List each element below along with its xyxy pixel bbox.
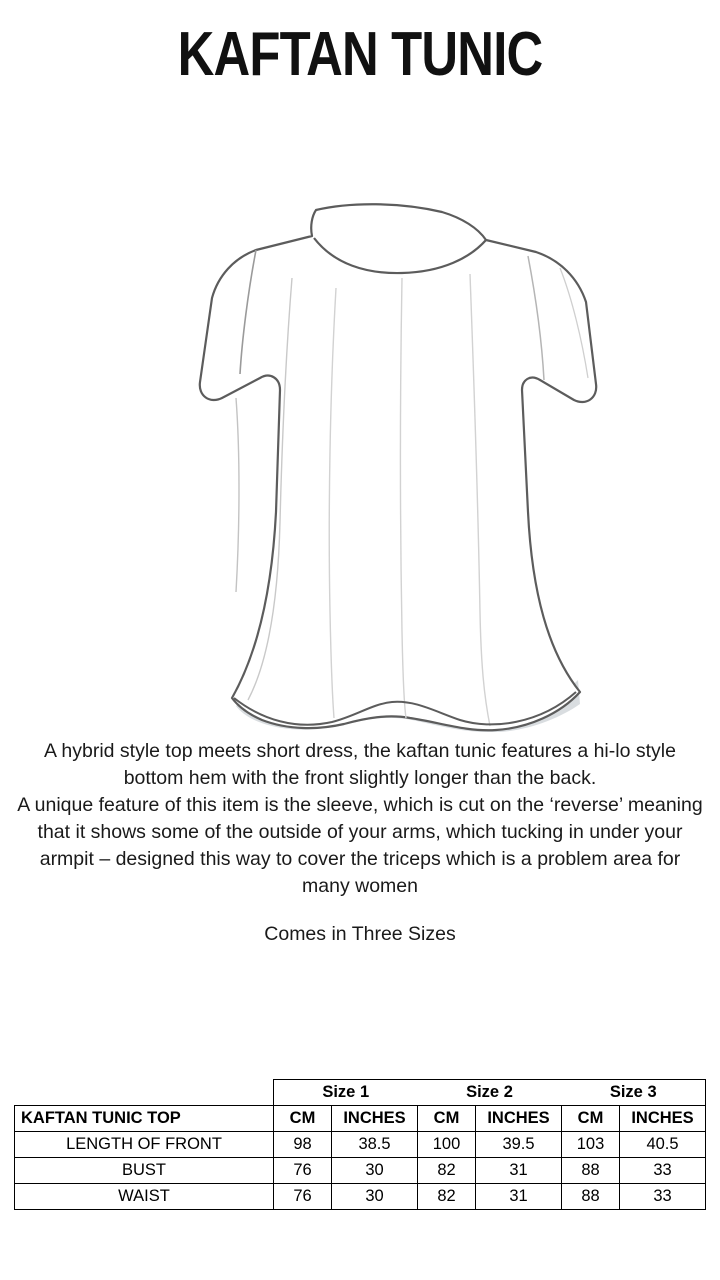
cell-length-in-1: 38.5 [332,1132,418,1158]
cell-bust-cm-1: 76 [273,1158,331,1184]
unit-header-inches-3: INCHES [620,1106,706,1132]
unit-header-cm-1: CM [273,1106,331,1132]
cell-bust-in-1: 30 [332,1158,418,1184]
cell-bust-cm-2: 82 [417,1158,475,1184]
cell-bust-in-3: 33 [620,1158,706,1184]
cell-waist-cm-2: 82 [417,1184,475,1210]
description-block [0,738,720,899]
cell-length-in-2: 39.5 [476,1132,562,1158]
table-unit-header-row [15,1106,706,1132]
cell-bust-cm-3: 88 [561,1158,619,1184]
size-header-3: Size 3 [561,1080,705,1106]
size-header-1: Size 1 [273,1080,417,1106]
row-label-bust: BUST [15,1158,274,1184]
size-table [14,1079,706,1210]
cell-length-cm-2: 100 [417,1132,475,1158]
table-blank-corner [15,1080,274,1106]
table-label-header: KAFTAN TUNIC TOP [15,1106,274,1132]
cell-length-cm-1: 98 [273,1132,331,1158]
description-paragraph-2: A unique feature of this item is the sleeve, which is cut on the ‘reverse’ meaning that it shows some of the outside of your arms, which tucking in under your armpit – designed this way to cover the triceps which is a problem area for many women [17,793,703,897]
table-row [15,1158,706,1184]
table-row [15,1184,706,1210]
unit-header-cm-3: CM [561,1106,619,1132]
row-label-length: LENGTH OF FRONT [15,1132,274,1158]
size-header-2: Size 2 [417,1080,561,1106]
description-paragraph-1: A hybrid style top meets short dress, the kaftan tunic features a hi-lo style bottom hem with the front slightly longer than the back. [44,740,676,789]
kaftan-tunic-illustration [0,92,720,732]
cell-waist-in-3: 33 [620,1184,706,1210]
unit-header-cm-2: CM [417,1106,475,1132]
table-size-header-row [15,1080,706,1106]
cell-length-cm-3: 103 [561,1132,619,1158]
cell-waist-cm-1: 76 [273,1184,331,1210]
cell-waist-cm-3: 88 [561,1184,619,1210]
row-label-waist: WAIST [15,1184,274,1210]
table-row [15,1132,706,1158]
sizes-note: Comes in Three Sizes [264,923,456,946]
size-table-container [14,1079,706,1210]
unit-header-inches-2: INCHES [476,1106,562,1132]
cell-waist-in-2: 31 [476,1184,562,1210]
unit-header-inches-1: INCHES [332,1106,418,1132]
cell-waist-in-1: 30 [332,1184,418,1210]
cell-length-in-3: 40.5 [620,1132,706,1158]
cell-bust-in-2: 31 [476,1158,562,1184]
page-title: KAFTAN TUNIC [177,20,543,89]
